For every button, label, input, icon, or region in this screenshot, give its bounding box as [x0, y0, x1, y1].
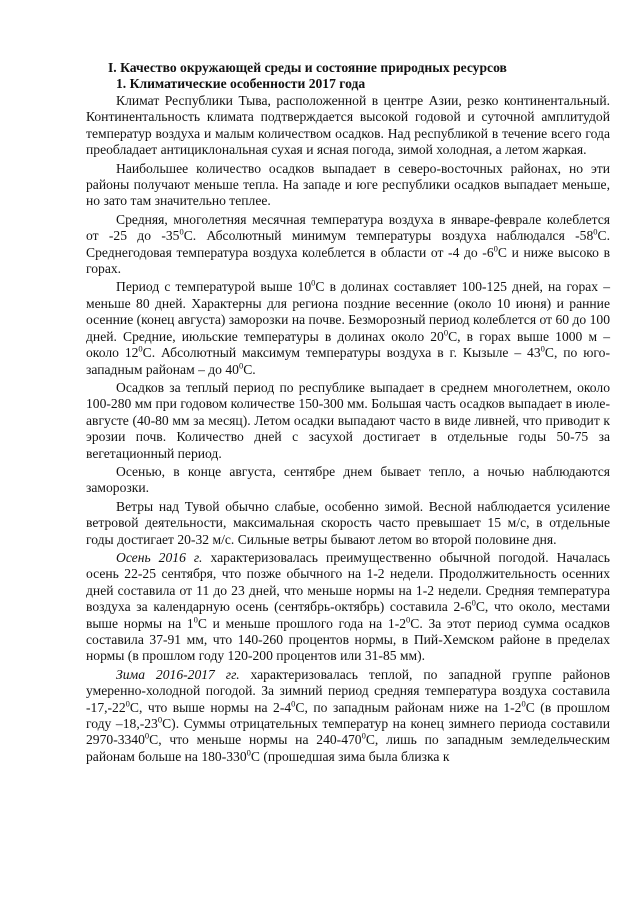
degree-superscript: 0: [144, 730, 150, 741]
text-run: С и ниже высоко в горах.: [86, 244, 610, 277]
degree-superscript: 0: [311, 277, 316, 288]
degree-superscript: 0: [540, 343, 545, 354]
text-run: С и меньше прошлого года на 1-2: [197, 615, 407, 631]
text-run: С, что около, местами выше нормы на 1: [86, 599, 610, 631]
paragraph-winter-2016-2017: [86, 667, 610, 765]
text-run: С, что меньше нормы на 240-470: [149, 732, 362, 748]
text-run: С (в прошлом году –18,-23: [86, 699, 610, 732]
degree-superscript: 0: [593, 226, 598, 237]
paragraph-autumn-2016: [86, 550, 610, 665]
text-run: С (прошедшая зима была близка к: [250, 748, 450, 764]
paragraph-warm-precipitation: Осадков за теплый период по республике выпадает в среднем многолетнем, около 100-280 мм при годовом количестве 150-300 мм. Большая часть осадков выпадает в июле-августе (40-80 мм за месяц). Летом осадки выпадают часто в виде ливней, что приводит к эрозии почв. Количество дней с засухой достигает в отдельные годы 50-75 за вегетационный период.: [86, 379, 610, 461]
italic-lead: Зима 2016-2017 гг.: [116, 666, 240, 682]
text-run: С, по юго-западным районам – до 40: [86, 345, 610, 377]
document-page: [86, 60, 610, 767]
text-run: характеризовалась преимущественно обычной погодой. Началась осень 22-25 сентября, что позже обычного на 1-2 недели. Продолжительность осенних дней составила от 11 до 23 дней, что меньше нормы на 1-2 недели. Средняя температура воздуха за календарную осень (сентябрь-октябрь) составила 2-6: [86, 549, 610, 615]
degree-superscript: 0: [193, 614, 198, 625]
italic-lead: Осень 2016 г.: [116, 549, 203, 565]
text-run: характеризовалась теплой, по западной группе районов умеренно-холодной погодой. За зимний период средняя температура воздуха составила -17,-22: [86, 666, 610, 715]
text-run: С, по западным районам ниже на 1-2: [295, 699, 522, 715]
paragraph-autumn-frosts: Осенью, в конце августа, сентябре днем бывает тепло, а ночью наблюдаются заморозки.: [86, 463, 610, 496]
degree-superscript: 0: [406, 614, 411, 625]
paragraph-precipitation-regions: Наибольшее количество осадков выпадает в северо-восточных районах, но эти районы получают меньше тепла. На западе и юге республики осадков выпадает меньше, но зато там значительно теплее.: [86, 160, 610, 209]
degree-superscript: 0: [125, 698, 130, 709]
degree-superscript: 0: [157, 714, 163, 725]
text-run: С. За этот период сумма осадков составила 37-91 мм, что 140-260 процентов нормы, в Пий-Хемском районе в пределах нормы (в прошлом году 120-200 процентов или 31-85 мм).: [86, 615, 610, 664]
degree-superscript: 0: [521, 698, 526, 709]
text-run: С, что выше нормы на 2-4: [129, 699, 292, 715]
text-run: С, в горах выше 1000 м – около 12: [86, 328, 610, 361]
text-run: С). Суммы отрицательных температур на конец зимнего периода составили 2970-3340: [86, 716, 610, 748]
paragraph-climate-overview: Климат Республики Тыва, расположенной в центре Азии, резко континентальный. Континентальность климата подтверждается высокой годовой и суточной амплитудой температур воздуха и малым количеством осадков. Над республикой в течение всего года преобладает антициклональная сухая и ясная погода, зимой холодная, а летом жаркая.: [86, 93, 610, 158]
text-run: С. Абсолютный минимум температуры воздуха наблюдался -58: [183, 228, 594, 244]
degree-superscript: 0: [493, 243, 498, 254]
paragraph-warm-period: [86, 279, 610, 377]
text-run: С.: [243, 361, 256, 377]
degree-superscript: 0: [179, 226, 184, 237]
section-heading: I. Качество окружающей среды и состояние природных ресурсов: [108, 60, 507, 75]
degree-superscript: 0: [246, 747, 251, 758]
degree-superscript: 0: [443, 327, 449, 338]
subsection-heading: 1. Климатические особенности 2017 года: [116, 76, 366, 91]
text-run: С, лишь по западным земледельческим районам больше на 180-330: [86, 732, 610, 764]
paragraph-winter-temperature: [86, 212, 610, 278]
text-run: С. Абсолютный максимум температуры воздуха в г. Кызыле – 43: [142, 345, 541, 361]
text-run: Средняя, многолетняя месячная температура воздуха в январе-феврале колеблется от -25 до -35: [86, 211, 610, 244]
degree-superscript: 0: [361, 730, 366, 741]
degree-superscript: 0: [138, 343, 143, 354]
text-run: С в долинах составляет 100-125 дней, на горах – меньше 80 дней. Характерны для региона поздние весенние (около 10 июня) и ранние осенние (конец августа) заморозки на почве. Безморозный период колеблется от 60 до 100 дней. Средние, июльские температуры в долинах около 20: [86, 279, 611, 344]
paragraph-winds: Ветры над Тувой обычно слабые, особенно зимой. Весной наблюдается усиление ветровой деятельности, максимальная скорость часто превышает 15 м/с, в отдельные годы достигает 20-32 м/с. Сильные ветры бывают летом во второй половине дня.: [86, 498, 610, 547]
text-run: С. Среднегодовая температура воздуха колеблется в области от -4 до -6: [86, 228, 610, 260]
degree-superscript: 0: [291, 698, 296, 709]
degree-superscript: 0: [471, 597, 476, 608]
text-run: Период с температурой выше 10: [116, 279, 312, 295]
degree-superscript: 0: [238, 359, 244, 370]
